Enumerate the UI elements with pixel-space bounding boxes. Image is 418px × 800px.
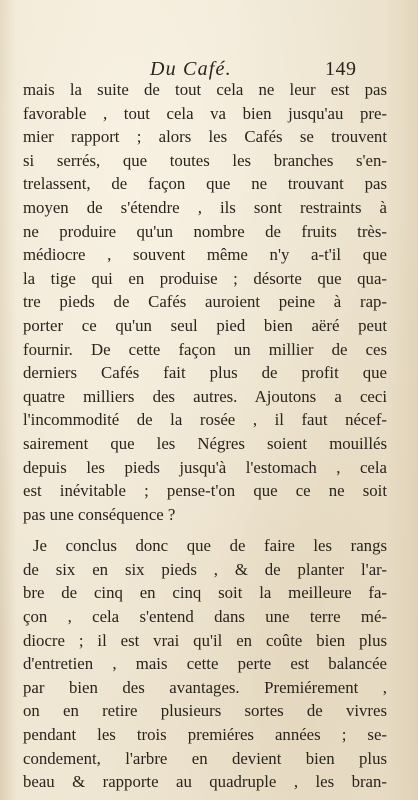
text-line: si serrés, que toutes les branches s'en- — [23, 150, 387, 170]
text-line: depuis les pieds jusqu'à l'estomach , cela — [23, 457, 387, 477]
text-line: trelassent, de façon que ne trouvant pas — [23, 174, 387, 194]
running-title: Du Café. — [150, 58, 232, 80]
text-line: on en retire plusieurs sortes de vivres — [23, 701, 387, 721]
page-body — [23, 78, 387, 794]
text-line: sairement que les Négres soient mouillés — [23, 433, 387, 453]
text-line: porter ce qu'un seul pied bien aëré peut — [23, 315, 387, 335]
text-line: de six en six pieds , & de planter l'ar- — [23, 559, 387, 579]
page-number: 149 — [325, 58, 357, 80]
text-line: fournir. De cette façon un millier de ces — [23, 339, 387, 359]
text-line: mais la suite de tout cela ne leur est pas — [23, 80, 387, 99]
text-line: derniers Cafés fait plus de profit que — [23, 363, 387, 383]
text-line: l'incommodité de la rosée , il faut nécef- — [23, 410, 387, 430]
text-line: ne produire qu'un nombre de fruits très- — [23, 221, 387, 241]
text-line: la tige qui en produise ; désorte que qua- — [23, 268, 387, 288]
paragraph-1 — [23, 78, 387, 526]
text-line: mier rapport ; alors les Cafés se trouvent — [23, 127, 387, 147]
text-line: bre de cinq en cinq soit la meilleure fa- — [23, 583, 387, 603]
text-line: condement, l'arbre en devient bien plus — [23, 748, 387, 768]
text-line: beau & rapporte au quadruple , les bran- — [23, 772, 387, 792]
text-line: moyen de s'étendre , ils sont restraints à — [23, 197, 387, 217]
text-line: diocre ; il est vrai qu'il en coûte bien plus — [23, 630, 387, 650]
text-line: d'entretien , mais cette perte est balancée — [23, 654, 387, 674]
text-line: çon , cela s'entend dans une terre mé- — [23, 607, 387, 627]
text-line: est inévitable ; pense-t'on que ce ne soit — [23, 481, 387, 501]
text-line: Je conclus donc que de faire les rangs — [33, 536, 387, 556]
text-line: favorable , tout cela va bien jusqu'au pre- — [23, 103, 387, 123]
text-line: par bien des avantages. Premiérement , — [23, 677, 387, 697]
text-line: quatre milliers des autres. Ajoutons a ceci — [23, 386, 387, 406]
paragraph-2 — [23, 534, 387, 794]
text-line: pendant les trois premiéres années ; se- — [23, 725, 387, 745]
paragraph-gap — [23, 526, 387, 534]
text-line: médiocre , souvent même n'y a-t'il que — [23, 245, 387, 265]
text-line: tre pieds de Cafés auroient peine à rap- — [23, 292, 387, 312]
text-line: pas une conséquence ? — [23, 504, 176, 524]
